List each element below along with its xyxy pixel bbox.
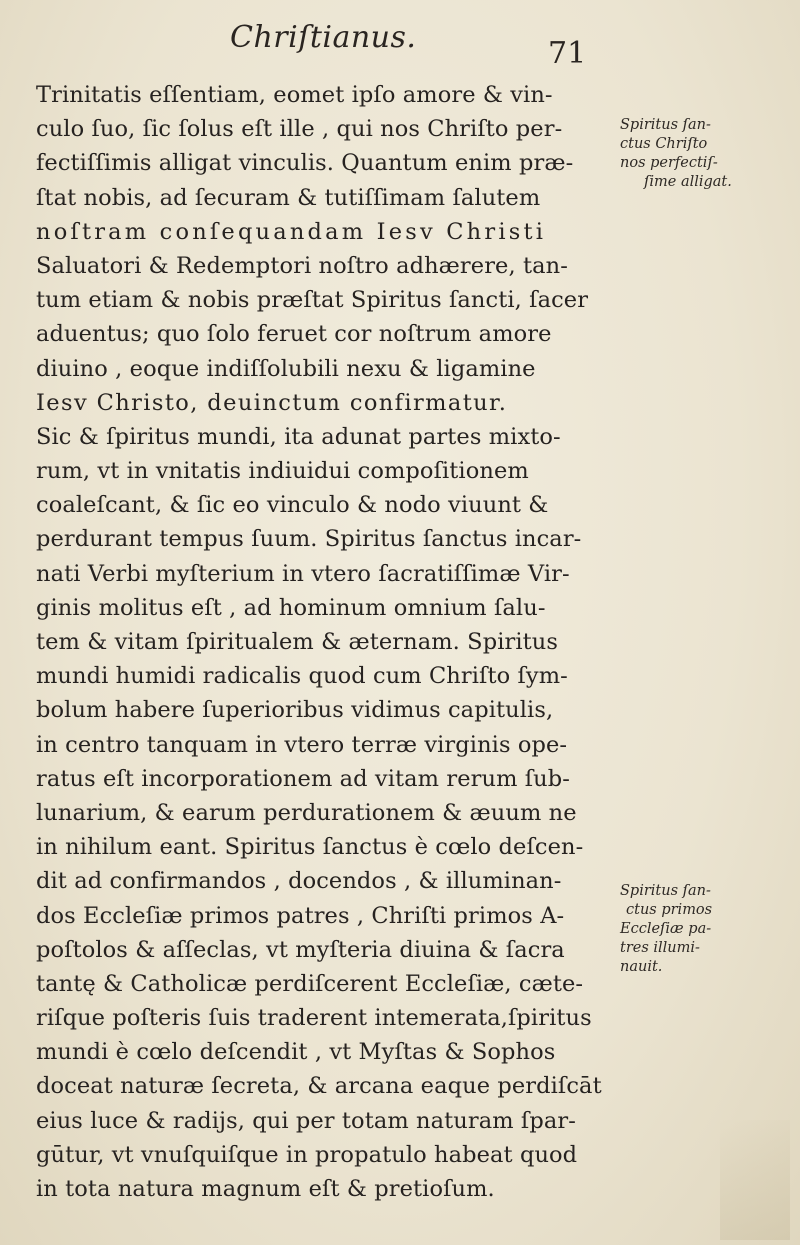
text-line: perdurant tempus ſuum. Spiritus ſanctus incar- — [36, 526, 582, 553]
text-line: in tota natura magnum eſt & pretioſum. — [36, 1176, 495, 1202]
marginal-note — [620, 116, 798, 192]
text-line: tem & vitam ſpiritualem & æternam. Spiritus — [36, 629, 559, 655]
text-line: dit ad confirmandos , docendos , & illuminan- — [36, 868, 562, 895]
marginal-note-line: ctus Chriſto — [620, 136, 708, 152]
text-line: tum etiam & nobis præſtat Spiritus ſancti, ſacer — [36, 287, 589, 314]
text-line: dos Eccleſiæ primos patres , Chriſti primos A- — [36, 902, 565, 929]
text-line: rum, vt in vnitatis indiuidui compoſitionem — [36, 458, 529, 485]
marginal-note-line: nauit. — [620, 959, 663, 975]
text-line: mundi humidi radicalis quod cum Chriſto ſym- — [36, 663, 568, 690]
text-line: Trinitatis eſſentiam, eomet ipſo amore & vin- — [36, 82, 553, 108]
text-line: fectiſſimis alligat vinculis. Quantum enim præ- — [36, 150, 574, 177]
text-line: tantę & Catholicæ perdiſcerent Eccleſiæ, cæte- — [36, 970, 584, 997]
text-line: riſque poſteris ſuis traderent intemerata,ſpiritus — [36, 1005, 592, 1032]
text-line: noſtram conſequandam Iesv Christi — [36, 218, 547, 245]
text-line: coaleſcant, & ſic eo vinculo & nodo viuunt & — [36, 492, 549, 519]
text-line: poſtolos & aſſeclas, vt myſteria diuina & ſacra — [36, 936, 565, 963]
marginal-note-line: tres illumi- — [620, 940, 700, 956]
text-line: in centro tanquam in vtero terræ virginis ope- — [36, 731, 568, 758]
text-line: ginis molitus eſt , ad hominum omnium ſalu- — [36, 594, 546, 621]
text-line: ratus eſt incorporationem ad vitam rerum ſub- — [36, 765, 570, 792]
body-text — [36, 78, 611, 1206]
running-title: Chriſtianus. — [230, 20, 417, 55]
marginal-note — [620, 882, 798, 977]
text-line: in nihilum eant. Spiritus ſanctus è cœlo deſcen- — [36, 834, 584, 861]
text-line: doceat naturæ ſecreta, & arcana eaque perdiſcāt — [36, 1073, 602, 1100]
text-line: Saluatori & Redemptori noſtro adhærere, tan- — [36, 252, 568, 279]
text-line: lunarium, & earum perdurationem & æuum ne — [36, 799, 577, 826]
marginal-note-line: Spiritus ſan- — [620, 117, 711, 133]
text-line: diuino , eoque indiſſolubili nexu & ligamine — [36, 355, 536, 382]
text-line: gūtur, vt vnuſquiſque in propatulo habeat quod — [36, 1141, 578, 1168]
text-line: nati Verbi myſterium in vtero ſacratiſſimæ Vir- — [36, 560, 570, 587]
marginal-note-line: ſime alligat. — [644, 174, 732, 190]
paper-stain — [720, 1120, 790, 1240]
text-line: culo ſuo, ſic ſolus eſt ille , qui nos Chriſto per- — [36, 116, 563, 143]
marginal-note-line: Spiritus ſan- — [620, 883, 711, 899]
text-line: bolum habere ſuperioribus vidimus capitulis, — [36, 697, 554, 724]
marginal-note-line: Eccleſiæ pa- — [620, 921, 712, 937]
text-line: aduentus; quo ſolo feruet cor noſtrum amore — [36, 321, 552, 348]
text-line: Sic & ſpiritus mundi, ita adunat partes mixto- — [36, 423, 561, 450]
text-line: eius luce & radijs, qui per totam naturam ſpar- — [36, 1107, 576, 1134]
marginal-note-line: nos perfectiſ- — [620, 155, 718, 171]
text-line: mundi è cœlo deſcendit , vt Myſtas & Sophos — [36, 1039, 556, 1066]
marginal-note-line: ctus primos — [626, 902, 713, 918]
text-line: Iesv Christo, deuinctum confirmatur. — [36, 389, 508, 416]
text-line: ſtat nobis, ad ſecuram & tutiſſimam ſalutem — [36, 184, 541, 211]
page-number: 71 — [548, 36, 587, 71]
